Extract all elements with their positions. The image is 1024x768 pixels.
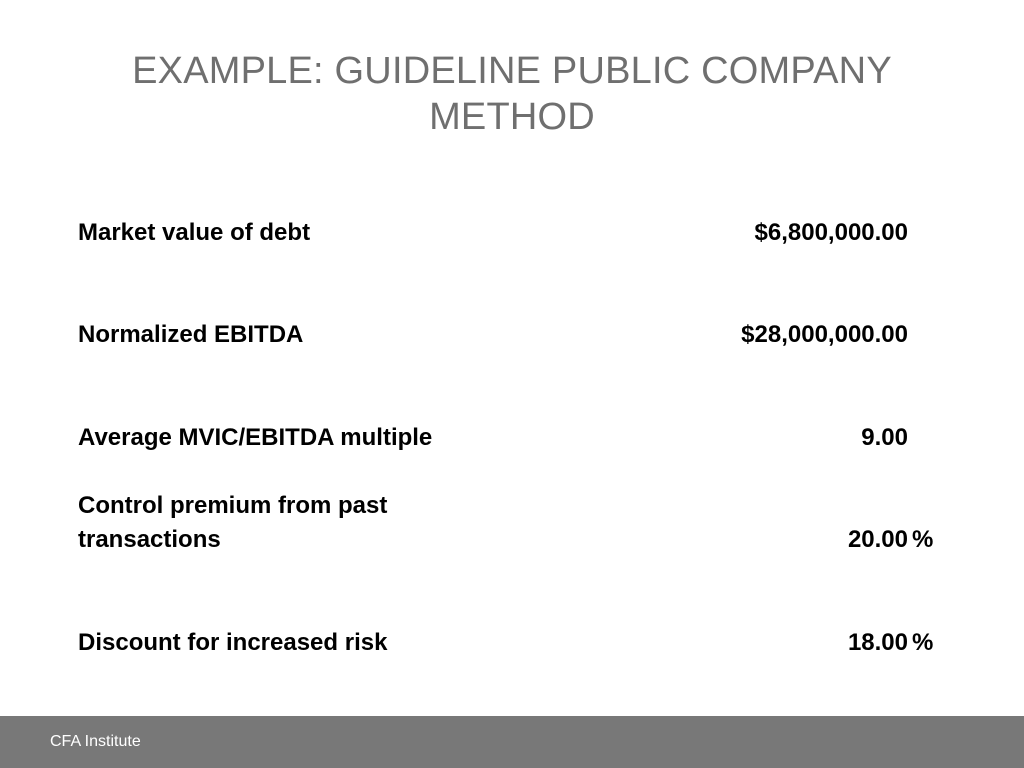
row-value: $28,000,000.00 bbox=[741, 321, 908, 348]
row-control-premium bbox=[78, 487, 940, 557]
row-unit: % bbox=[912, 526, 934, 553]
row-unit: % bbox=[912, 629, 934, 656]
row-discount-for-increased-risk bbox=[78, 590, 940, 660]
row-average-mvic-ebitda-multiple bbox=[78, 385, 940, 455]
row-market-value-of-debt bbox=[78, 180, 940, 250]
row-label: Market value of debt bbox=[78, 219, 311, 246]
slide-title-line-2: METHOD bbox=[429, 96, 595, 138]
footer-bar bbox=[0, 716, 1024, 768]
row-value: $6,800,000.00 bbox=[754, 219, 908, 246]
row-label: Normalized EBITDA bbox=[78, 321, 304, 348]
footer-brand: CFA Institute bbox=[50, 733, 141, 750]
row-label: Average MVIC/EBITDA multiple bbox=[78, 424, 433, 451]
row-value: 9.00 bbox=[861, 424, 908, 451]
row-label: Discount for increased risk bbox=[78, 629, 388, 656]
row-label: Control premium from past transactions bbox=[78, 492, 388, 553]
slide-title-line-1: EXAMPLE: GUIDELINE PUBLIC COMPANY bbox=[132, 50, 892, 92]
slide-title bbox=[60, 48, 964, 140]
row-value: 20.00 bbox=[847, 526, 908, 553]
row-normalized-ebitda bbox=[78, 282, 940, 352]
row-value: 18.00 bbox=[847, 629, 908, 656]
